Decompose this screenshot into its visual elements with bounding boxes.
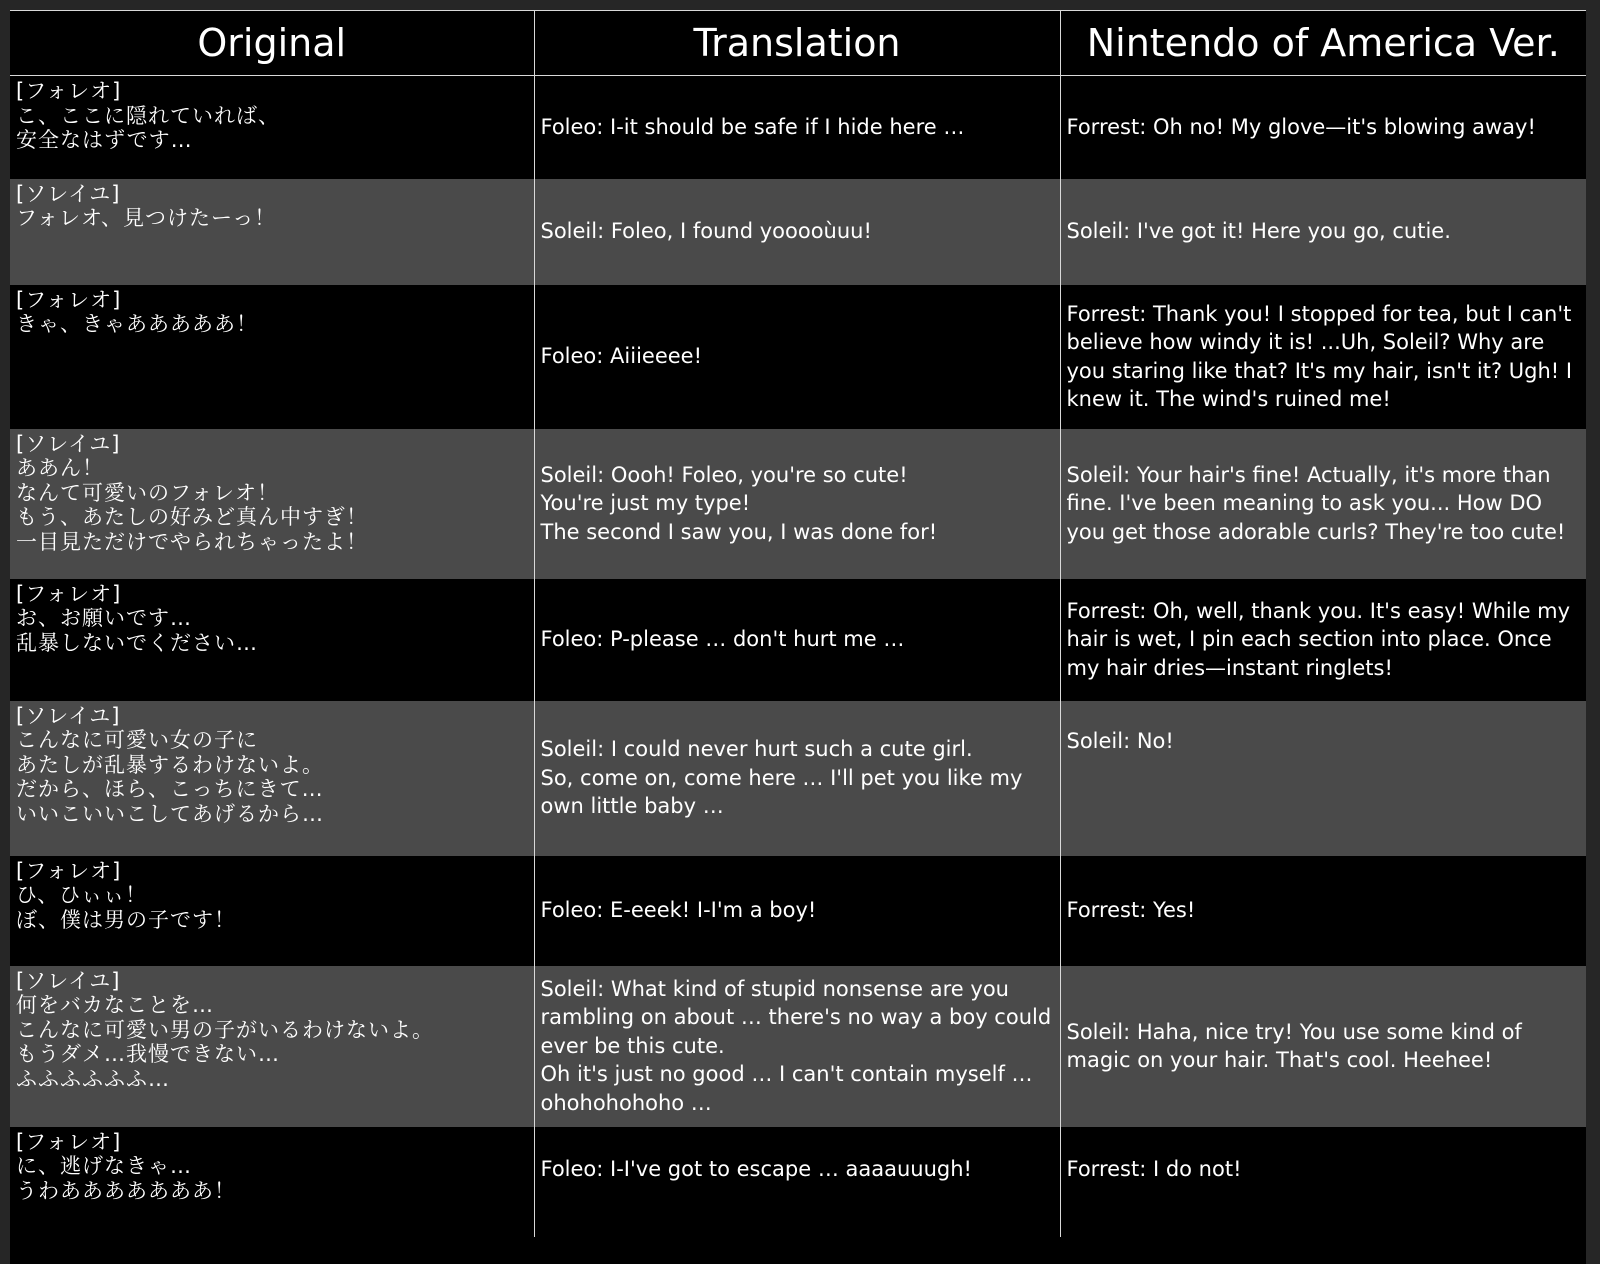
- table-row: [10, 179, 1586, 285]
- table-row: [10, 701, 1586, 856]
- original-cell: [フォレオ] ひ、ひぃぃ！ ぼ、僕は男の子です！: [10, 856, 534, 966]
- original-cell: [フォレオ] こ、ここに隠れていれば、 安全なはずです…: [10, 76, 534, 179]
- translation-cell: Soleil: Foleo, I found yooooùuu!: [534, 179, 1060, 285]
- original-cell: [ソレイユ] ああん！ なんて可愛いのフォレオ！ もう、あたしの好みど真ん中すぎ！ 一目見ただけでやられちゃったよ！: [10, 429, 534, 579]
- translation-cell: Soleil: Oooh! Foleo, you're so cute! You're just my type! The second I saw you, I was done for!: [534, 429, 1060, 579]
- original-cell: [フォレオ] きゃ、きゃあああああ！: [10, 285, 534, 429]
- original-cell: [ソレイユ] 何をバカなことを… こんなに可愛い男の子がいるわけないよ。 もうダメ…我慢できない… ふふふふふふ…: [10, 966, 534, 1127]
- noa-cell: Forrest: Thank you! I stopped for tea, but I can't believe how windy it is! ...Uh, Soleil? Why are you staring like that? It's my hair, isn't it? Ugh! I knew it. The wind's ruined me!: [1060, 285, 1586, 429]
- comparison-sheet: [10, 10, 1586, 1264]
- noa-cell: Forrest: Oh no! My glove—it's blowing away!: [1060, 76, 1586, 179]
- noa-cell: Soleil: No!: [1060, 701, 1586, 856]
- noa-cell: Forrest: Yes!: [1060, 856, 1586, 966]
- table-row: [10, 76, 1586, 179]
- noa-cell: Forrest: Oh, well, thank you. It's easy! While my hair is wet, I pin each section into place. Once my hair dries—instant ringlets!: [1060, 579, 1586, 701]
- translation-cell: Soleil: What kind of stupid nonsense are you rambling on about … there's no way a boy could ever be this cute. Oh it's just no good … I can't contain myself … ohohohohoho …: [534, 966, 1060, 1127]
- translation-cell: Foleo: P-please … don't hurt me …: [534, 579, 1060, 701]
- translation-cell: Foleo: E-eeek! I-I'm a boy!: [534, 856, 1060, 966]
- translation-cell: Foleo: Aiiieeee!: [534, 285, 1060, 429]
- table-row: [10, 966, 1586, 1127]
- translation-comparison-table: [10, 10, 1586, 1237]
- original-cell: [フォレオ] お、お願いです… 乱暴しないでください…: [10, 579, 534, 701]
- translation-cell: Soleil: I could never hurt such a cute girl. So, come on, come here … I'll pet you like my own little baby …: [534, 701, 1060, 856]
- original-cell: [ソレイユ] こんなに可愛い女の子に あたしが乱暴するわけないよ。 だから、ほら、こっちにきて… いいこいいこしてあげるから…: [10, 701, 534, 856]
- table-row: [10, 429, 1586, 579]
- header-original: Original: [10, 11, 534, 76]
- header-row: [10, 11, 1586, 76]
- translation-cell: Foleo: I-it should be safe if I hide here …: [534, 76, 1060, 179]
- header-noa-version: Nintendo of America Ver.: [1060, 11, 1586, 76]
- noa-cell: Soleil: Haha, nice try! You use some kind of magic on your hair. That's cool. Heehee!: [1060, 966, 1586, 1127]
- original-cell: [ソレイユ] フォレオ、見つけたーっ！: [10, 179, 534, 285]
- noa-cell: Forrest: I do not!: [1060, 1127, 1586, 1237]
- table-row: [10, 856, 1586, 966]
- translation-cell: Foleo: I-I've got to escape … aaaauuugh!: [534, 1127, 1060, 1237]
- noa-cell: Soleil: Your hair's fine! Actually, it's more than fine. I've been meaning to ask you... How DO you get those adorable curls? They're too cute!: [1060, 429, 1586, 579]
- table-row: [10, 1127, 1586, 1237]
- header-translation: Translation: [534, 11, 1060, 76]
- table-row: [10, 285, 1586, 429]
- noa-cell: Soleil: I've got it! Here you go, cutie.: [1060, 179, 1586, 285]
- original-cell: [フォレオ] に、逃げなきゃ… うわあああああああ！: [10, 1127, 534, 1237]
- table-row: [10, 579, 1586, 701]
